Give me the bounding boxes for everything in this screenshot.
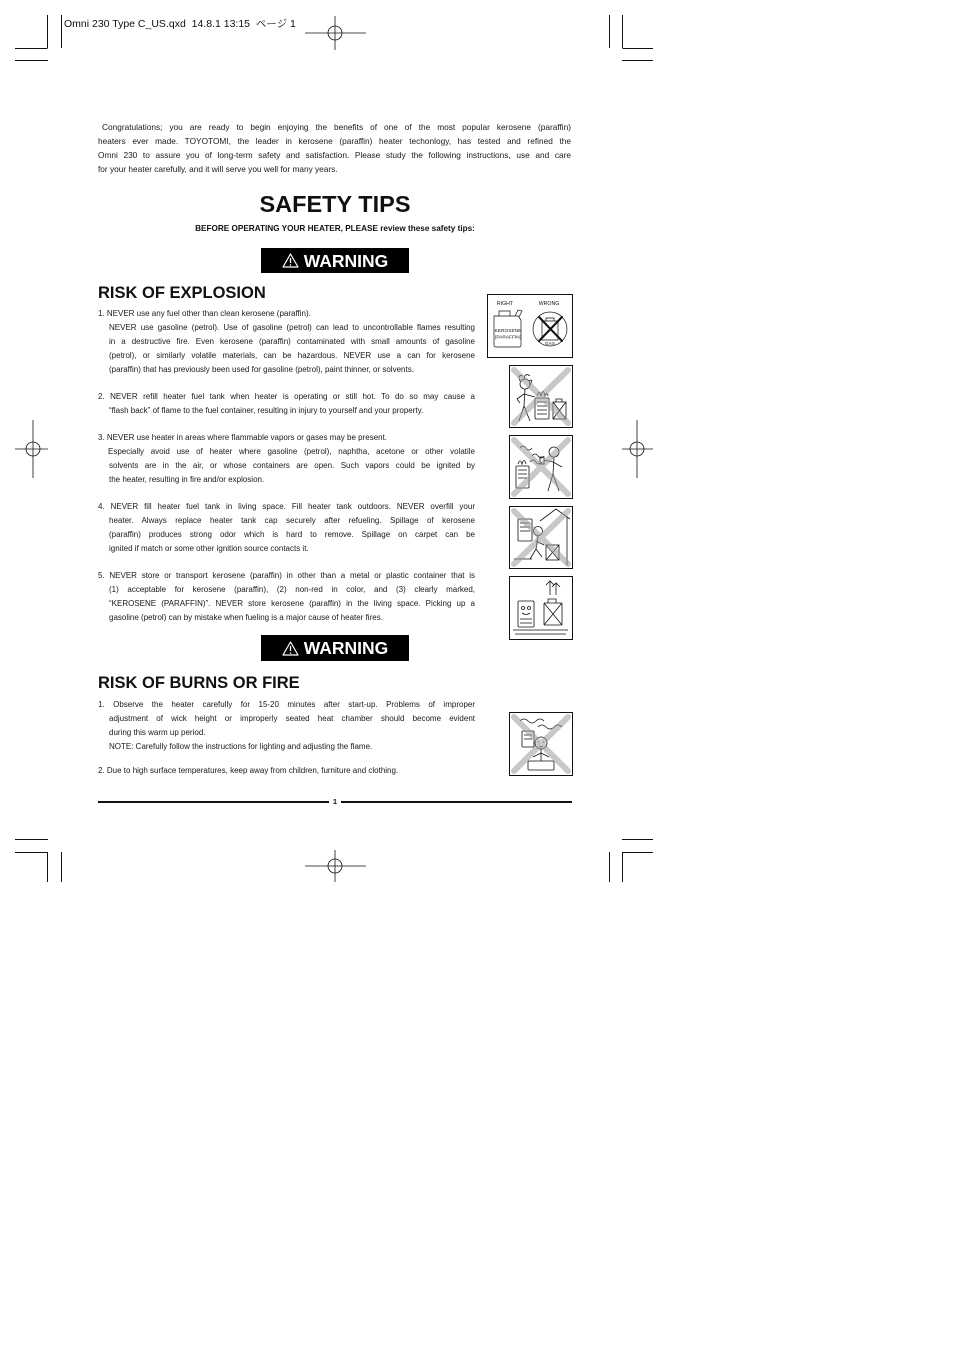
item-text-line: heater. Always replace heater tank cap securely after refueling. Spillage of kerosene (109, 516, 475, 525)
explosion-item-5 (98, 569, 475, 625)
item-text-line: (paraffin) produces strong odor which is hard to remove. Spillage on carpet can be (109, 530, 475, 539)
footer-rule-right (341, 801, 572, 803)
registration-mark-bottom (305, 850, 366, 882)
section-heading-burns: RISK OF BURNS OR FIRE (98, 674, 300, 692)
fuel-right-wrong-figure (487, 294, 573, 358)
intro-paragraph (98, 120, 571, 176)
fuel-can-drawing (544, 599, 562, 625)
item-text-line: 4. NEVER fill heater fuel tank in living space. Fill heater tank outdoors. NEVER overfill your (98, 502, 475, 511)
item-text-line: “KEROSENE (PARAFFIN)”. NEVER store kerosene (paraffin) in the living space. Picking up a (109, 599, 475, 608)
gas-label: GAS (544, 342, 556, 347)
item-text-line: 3. NEVER use heater in areas where flammable vapors or gases may be present. (98, 433, 388, 442)
prohibition-cross-icon (514, 440, 568, 494)
item-text-line: 2. NEVER refill heater fuel tank when heater is operating or still hot. To do so may cause a (98, 392, 475, 401)
crop-mark-top-left (15, 15, 62, 61)
item-text-line: during this warm up period. (109, 728, 206, 737)
intro-line: for your heater carefully, and it will serve you well for many years. (98, 164, 338, 174)
crop-mark-top-right (610, 15, 654, 61)
intro-line: heaters ever made. TOYOTOMI, the leader in kerosene (paraffin) heater techonlogy, has tested and refined the (98, 136, 571, 146)
intro-line: Omni 230 to assure you of long-term safety and satisfaction. Please study the following instructions, use and care (98, 150, 571, 160)
crop-mark-bottom-right (610, 840, 654, 883)
item-text-line: 2. Due to high surface temperatures, keep away from children, furniture and clothing. (98, 766, 399, 775)
warning-label: WARNING (303, 250, 389, 271)
warning-label: WARNING (303, 638, 389, 658)
warning-banner-explosion (261, 248, 409, 273)
burns-item-1 (98, 698, 475, 754)
fuel-comparison-illustration (488, 295, 572, 357)
item-text-line: adjustment of wick height or improperly seated heat chamber should become evident (109, 714, 475, 723)
item-text-line: solvents are in the air, or whose containers are open. Such vapors could be ignited by (109, 461, 475, 470)
item-text-line: NEVER use gasoline (petrol). Use of gasoline (petrol) can lead to uncontrollable flames resulting (109, 323, 475, 332)
item-text-line: 1. Observe the heater carefully for 15-20 minutes after start-up. Problems of improper (98, 700, 475, 709)
explosion-item-1 (98, 307, 475, 377)
hot-surface-illustration (510, 713, 572, 775)
fill-indoors-figure (509, 506, 573, 569)
item-text-line: (paraffin) that has previously been used for gasoline (petrol), paint thinner, or solvents. (109, 365, 414, 374)
page-title: SAFETY TIPS (259, 191, 411, 217)
warning-triangle-icon (282, 641, 299, 656)
item-text-line: 5. NEVER store or transport kerosene (paraffin) in other than a metal or plastic container that is (98, 571, 475, 580)
paraffin-label: (PARAFFIN) (494, 335, 522, 341)
item-text-line: 1. NEVER use any fuel other than clean kerosene (paraffin). (98, 309, 311, 318)
kerosene-label: KEROSENE (494, 329, 522, 334)
item-text-line: gasoline (petrol) can by mistake when fueling is a major cause of heater fires. (109, 613, 383, 622)
warning-triangle-icon (282, 253, 299, 268)
flammable-vapors-illustration (510, 436, 572, 498)
crop-mark-bottom-left (15, 840, 62, 883)
explosion-item-3 (98, 431, 475, 487)
registration-mark-top (305, 16, 366, 50)
registration-mark-left (15, 420, 48, 478)
prohibition-cross-icon (514, 370, 568, 423)
refill-hot-heater-figure (509, 365, 573, 428)
refill-hot-heater-illustration (510, 366, 572, 427)
burns-item-2 (98, 764, 475, 778)
section-heading-explosion: RISK OF EXPLOSION (98, 284, 266, 302)
explosion-item-4 (98, 500, 475, 556)
item-text-line: (petrol), or similarly volatile materials, can be hazardous. NEVER use a can for kerosene (109, 351, 475, 360)
explosion-item-2 (98, 390, 475, 418)
item-text-line: NOTE: Carefully follow the instructions for lighting and adjusting the flame. (109, 742, 373, 751)
item-text-line: “flash back” of flame to the fuel container, resulting in injury to yourself and your property. (109, 406, 424, 415)
item-text-line: the heater, resulting in fire and/or explosion. (109, 475, 265, 484)
wrong-label: WRONG (538, 301, 560, 307)
item-text-line: ignited if match or some other ignition source contacts it. (109, 544, 309, 553)
flammable-vapors-figure (509, 435, 573, 499)
page-number: 1 (332, 797, 338, 806)
intro-line: Congratulations; you are ready to begin enjoying the benefits of one of the most popular kerosene (paraffin) (102, 122, 571, 132)
footer-rule-left (98, 801, 329, 803)
item-text-line: Especially avoid use of heater where gasoline (petrol), naphtha, acetone or other volatile (108, 447, 475, 456)
hot-surface-figure (509, 712, 573, 776)
registration-mark-right (622, 420, 653, 478)
item-text-line: in a destructive fire. Even kerosene (paraffin) contaminated with small amounts of gasoline (109, 337, 475, 346)
print-slug: Omni 230 Type C_US.qxd 14.8.1 13:15 ページ 1 (64, 18, 296, 30)
floor-drawing (513, 630, 568, 634)
page-subtitle: BEFORE OPERATING YOUR HEATER, PLEASE review these safety tips: (195, 224, 475, 233)
fuel-storage-figure (509, 576, 573, 640)
warning-banner-burns (261, 635, 409, 661)
fill-indoors-illustration (510, 507, 572, 568)
fuel-storage-illustration (510, 577, 572, 639)
up-arrow-icon (546, 581, 560, 595)
item-text-line: (1) acceptable for kerosene (paraffin), (2) non-red in color, and (3) clearly marked, (109, 585, 475, 594)
heater-drawing (518, 601, 534, 627)
prohibition-cross-icon (539, 317, 562, 341)
right-label: RIGHT (496, 301, 514, 307)
